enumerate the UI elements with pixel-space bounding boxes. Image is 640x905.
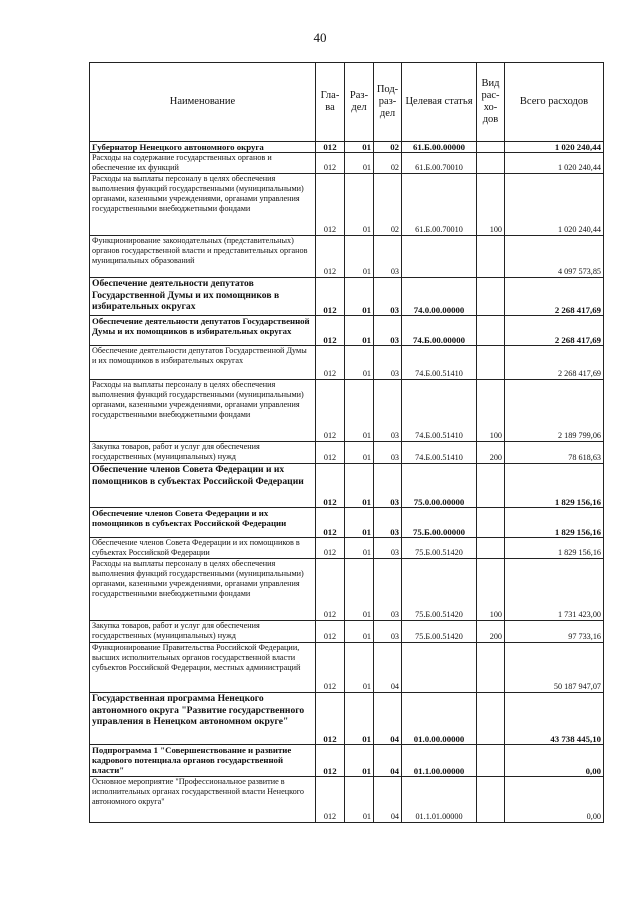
row-target: 01.1.00.00000 (402, 745, 477, 777)
row-target: 74.Б.00.51410 (402, 346, 477, 380)
row-expense-type: 200 (477, 621, 505, 643)
table-body (90, 142, 604, 823)
row-total: 1 731 423,00 (505, 559, 604, 621)
table-row (90, 693, 604, 745)
row-name: Обеспечение членов Совета Федерации и их помощников в субъектах Российской Федерации (90, 538, 316, 559)
row-expense-type (477, 153, 505, 174)
row-expense-type: 100 (477, 559, 505, 621)
row-name: Обеспечение деятельности депутатов Государственной Думы и их помощников в избирательных округах (90, 316, 316, 346)
row-name: Государственная программа Ненецкого автономного округа "Развитие государственного управления в Ненецком автономном округе" (90, 693, 316, 745)
row-subsection: 03 (374, 559, 402, 621)
row-target: 75.Б.00.51420 (402, 559, 477, 621)
row-total: 2 268 417,69 (505, 346, 604, 380)
row-chapter: 012 (316, 621, 345, 643)
table-row (90, 464, 604, 508)
row-subsection: 03 (374, 464, 402, 508)
row-target: 01.1.01.00000 (402, 777, 477, 823)
row-section: 01 (345, 777, 374, 823)
row-chapter: 012 (316, 643, 345, 693)
row-name: Губернатор Ненецкого автономного округа (90, 142, 316, 153)
row-chapter: 012 (316, 745, 345, 777)
row-total: 1 829 156,16 (505, 538, 604, 559)
table-row (90, 621, 604, 643)
row-expense-type: 200 (477, 442, 505, 464)
row-section: 01 (345, 174, 374, 236)
row-section: 01 (345, 236, 374, 278)
row-subsection: 02 (374, 174, 402, 236)
row-name: Обеспечение деятельности депутатов Государственной Думы и их помощников в избирательных округах (90, 278, 316, 316)
row-name: Функционирование законодательных (представительных) органов государственной власти и представительных органов муниципальных образований (90, 236, 316, 278)
row-name: Расходы на содержание государственных органов и обеспечение их функций (90, 153, 316, 174)
row-name: Подпрограмма 1 "Совершенствование и развитие кадрового потенциала органов государственной власти" (90, 745, 316, 777)
table-row (90, 508, 604, 538)
row-section: 01 (345, 278, 374, 316)
header-total: Всего расходов (505, 63, 604, 142)
table-row (90, 316, 604, 346)
row-expense-type (477, 142, 505, 153)
row-section: 01 (345, 559, 374, 621)
row-name: Обеспечение деятельности депутатов Государственной Думы и их помощников в избирательных округах (90, 346, 316, 380)
row-chapter: 012 (316, 236, 345, 278)
row-total: 2 189 799,06 (505, 380, 604, 442)
row-target: 61.Б.00.70010 (402, 153, 477, 174)
row-subsection: 03 (374, 380, 402, 442)
row-target: 74.Б.00.00000 (402, 316, 477, 346)
row-chapter: 012 (316, 142, 345, 153)
row-chapter: 012 (316, 777, 345, 823)
row-subsection: 04 (374, 643, 402, 693)
header-name: Наименование (90, 63, 316, 142)
row-section: 01 (345, 442, 374, 464)
row-total: 2 268 417,69 (505, 278, 604, 316)
table-row (90, 174, 604, 236)
row-name: Функционирование Правительства Российской Федерации, высших исполнительных органов государственной власти субъектов Российской Федерации, местных администраций (90, 643, 316, 693)
row-total: 0,00 (505, 745, 604, 777)
row-section: 01 (345, 153, 374, 174)
row-target: 74.Б.00.51410 (402, 442, 477, 464)
row-section: 01 (345, 693, 374, 745)
row-total: 0,00 (505, 777, 604, 823)
table-row (90, 380, 604, 442)
row-total: 78 618,63 (505, 442, 604, 464)
row-target: 74.Б.00.51410 (402, 380, 477, 442)
row-section: 01 (345, 621, 374, 643)
row-target: 01.0.00.00000 (402, 693, 477, 745)
row-chapter: 012 (316, 464, 345, 508)
row-chapter: 012 (316, 559, 345, 621)
row-section: 01 (345, 745, 374, 777)
row-total: 4 097 573,85 (505, 236, 604, 278)
row-expense-type (477, 464, 505, 508)
row-subsection: 04 (374, 693, 402, 745)
row-total: 1 020 240,44 (505, 153, 604, 174)
table-row (90, 442, 604, 464)
row-expense-type (477, 278, 505, 316)
table-row (90, 236, 604, 278)
row-subsection: 03 (374, 346, 402, 380)
row-expense-type (477, 693, 505, 745)
table-row (90, 559, 604, 621)
row-name: Расходы на выплаты персоналу в целях обеспечения выполнения функций государственными (муниципальными) органами, казенными учреждениями, органами управления государственными внебюджетными фондами (90, 380, 316, 442)
table-row (90, 346, 604, 380)
row-expense-type (477, 316, 505, 346)
row-expense-type (477, 643, 505, 693)
row-chapter: 012 (316, 316, 345, 346)
header-section: Раз-дел (345, 63, 374, 142)
row-chapter: 012 (316, 380, 345, 442)
row-target: 75.0.00.00000 (402, 464, 477, 508)
budget-table (89, 62, 604, 823)
row-chapter: 012 (316, 693, 345, 745)
row-total: 50 187 947,07 (505, 643, 604, 693)
row-chapter: 012 (316, 174, 345, 236)
row-total: 1 020 240,44 (505, 174, 604, 236)
row-subsection: 03 (374, 442, 402, 464)
row-section: 01 (345, 142, 374, 153)
row-total: 2 268 417,69 (505, 316, 604, 346)
row-expense-type: 100 (477, 174, 505, 236)
row-subsection: 02 (374, 142, 402, 153)
row-name: Обеспечение членов Совета Федерации и их помощников в субъектах Российской Федерации (90, 464, 316, 508)
row-subsection: 02 (374, 153, 402, 174)
row-subsection: 03 (374, 621, 402, 643)
row-total: 43 738 445,10 (505, 693, 604, 745)
row-name: Расходы на выплаты персоналу в целях обеспечения выполнения функций государственными (муниципальными) органами, казенными учреждениями, органами управления государственными внебюджетными фондами (90, 174, 316, 236)
row-section: 01 (345, 538, 374, 559)
row-section: 01 (345, 316, 374, 346)
table-row (90, 538, 604, 559)
table-row (90, 142, 604, 153)
row-name: Основное мероприятие "Профессиональное развитие в исполнительных органах государственной власти Ненецкого автономного округа" (90, 777, 316, 823)
row-section: 01 (345, 508, 374, 538)
row-section: 01 (345, 346, 374, 380)
row-target (402, 236, 477, 278)
row-expense-type (477, 236, 505, 278)
row-total: 1 829 156,16 (505, 464, 604, 508)
table-row (90, 745, 604, 777)
row-section: 01 (345, 643, 374, 693)
row-total: 97 733,16 (505, 621, 604, 643)
row-name: Закупка товаров, работ и услуг для обеспечения государственных (муниципальных) нужд (90, 442, 316, 464)
row-chapter: 012 (316, 153, 345, 174)
row-expense-type (477, 346, 505, 380)
row-target: 75.Б.00.51420 (402, 538, 477, 559)
row-subsection: 03 (374, 508, 402, 538)
row-target: 74.0.00.00000 (402, 278, 477, 316)
table-row (90, 777, 604, 823)
row-expense-type (477, 508, 505, 538)
row-chapter: 012 (316, 442, 345, 464)
row-section: 01 (345, 464, 374, 508)
row-expense-type: 100 (477, 380, 505, 442)
row-chapter: 012 (316, 538, 345, 559)
row-target: 75.Б.00.00000 (402, 508, 477, 538)
header-target: Целевая статья (402, 63, 477, 142)
row-total: 1 020 240,44 (505, 142, 604, 153)
row-chapter: 012 (316, 346, 345, 380)
header-chapter: Гла-ва (316, 63, 345, 142)
row-expense-type (477, 538, 505, 559)
page-number: 40 (313, 30, 327, 45)
row-total: 1 829 156,16 (505, 508, 604, 538)
row-section: 01 (345, 380, 374, 442)
header-row (90, 63, 604, 142)
row-name: Обеспечение членов Совета Федерации и их помощников в субъектах Российской Федерации (90, 508, 316, 538)
row-expense-type (477, 745, 505, 777)
row-subsection: 03 (374, 538, 402, 559)
row-chapter: 012 (316, 278, 345, 316)
table-row (90, 153, 604, 174)
row-target: 61.Б.00.70010 (402, 174, 477, 236)
row-subsection: 03 (374, 236, 402, 278)
table-row (90, 278, 604, 316)
row-target (402, 643, 477, 693)
row-target: 61.Б.00.00000 (402, 142, 477, 153)
row-subsection: 04 (374, 777, 402, 823)
row-chapter: 012 (316, 508, 345, 538)
header-expense-type: Вид рас-хо-дов (477, 63, 505, 142)
row-name: Расходы на выплаты персоналу в целях обеспечения выполнения функций государственными (муниципальными) органами, казенными учреждениями, органами управления государственными внебюджетными фондами (90, 559, 316, 621)
header-subsection: Под-раз-дел (374, 63, 402, 142)
row-name: Закупка товаров, работ и услуг для обеспечения государственных (муниципальных) нужд (90, 621, 316, 643)
row-subsection: 03 (374, 316, 402, 346)
row-expense-type (477, 777, 505, 823)
row-target: 75.Б.00.51420 (402, 621, 477, 643)
row-subsection: 04 (374, 745, 402, 777)
table-row (90, 643, 604, 693)
row-subsection: 03 (374, 278, 402, 316)
